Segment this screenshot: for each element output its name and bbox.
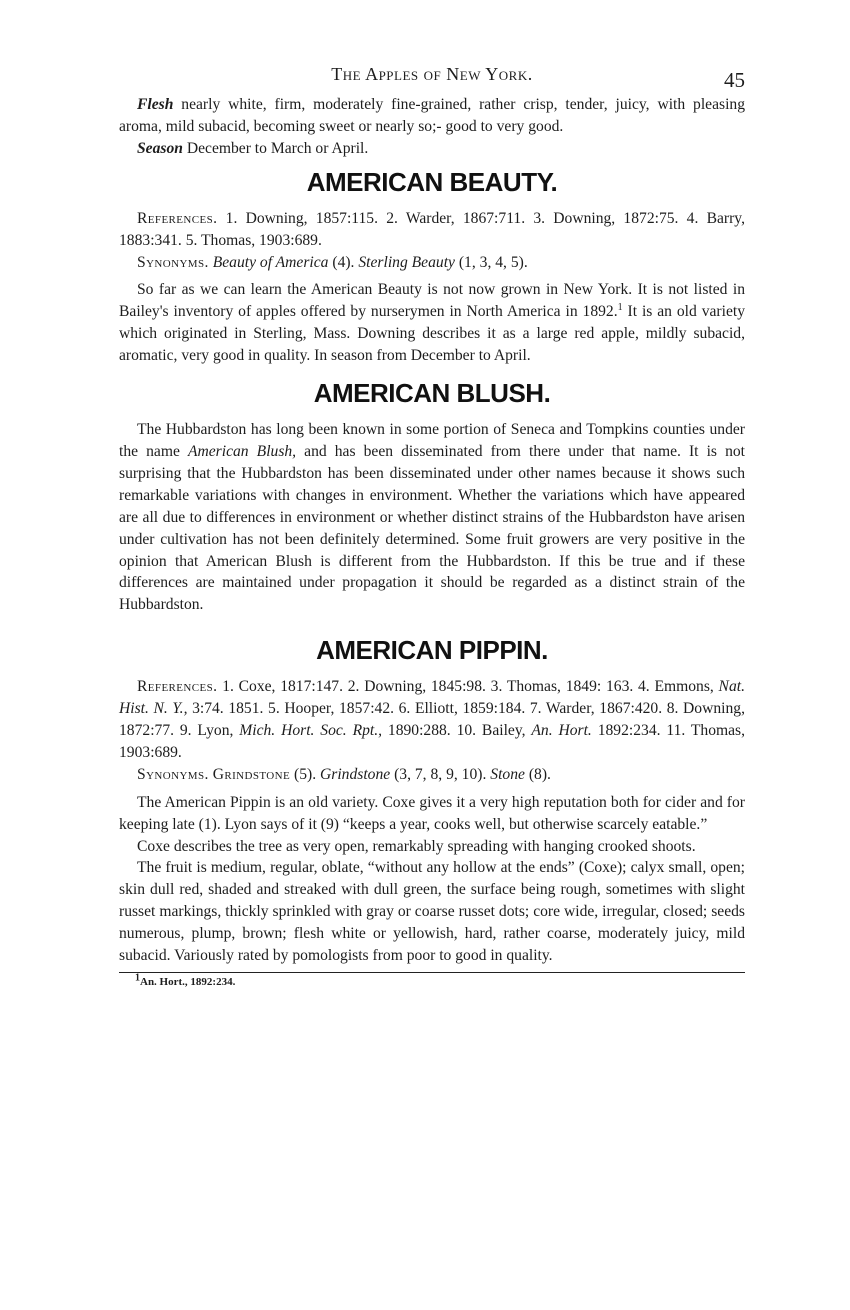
blush-body-italic: American Blush, xyxy=(187,442,297,460)
heading-american-pippin: AMERICAN PIPPIN. xyxy=(316,635,548,666)
beauty-body-part2: It is an old variety which originated in Sterling, Mass. Downing describes it as a large red apple, mildly subacid, aromatic, very good in quality. In season from December to April. xyxy=(119,303,745,365)
page-number: 45 xyxy=(724,68,745,92)
synonyms-label: Synonyms. xyxy=(137,765,209,783)
references-text: 1. Coxe, 1817:147. 2. Downing, 1845:98. 3. Thomas, 1849: 163. 4. Emmons, xyxy=(222,678,719,696)
pippin-synonyms xyxy=(119,764,745,786)
heading-american-beauty: AMERICAN BEAUTY. xyxy=(306,166,558,197)
heading-american-blush: AMERICAN BLUSH. xyxy=(313,378,551,409)
flesh-label: Flesh xyxy=(137,96,174,113)
synonym-ref: (5). xyxy=(294,765,317,783)
footnote-rule xyxy=(119,972,745,973)
book-page xyxy=(119,60,745,988)
synonym-ref: (1, 3, 4, 5). xyxy=(458,253,528,271)
footnote xyxy=(135,972,745,988)
blush-body-part1: The Hubbardston has long been known in some portion of Seneca and Tompkins counties under the name xyxy=(119,421,745,460)
footnote-text: An. Hort., 1892:234. xyxy=(140,976,236,988)
synonym-ref: (4). xyxy=(332,253,355,271)
references-label: References. xyxy=(137,678,218,696)
season-paragraph xyxy=(119,138,745,160)
pippin-paragraph-history: The American Pippin is an old variety. Coxe gives it a very high reputation both for cider and for keeping late (1). Lyon says of it (9) “keeps a year, cooks well, but otherwise scarcely eatable.” xyxy=(119,793,745,833)
references-text: 1890:288. 10. Bailey, xyxy=(382,722,532,740)
beauty-synonyms xyxy=(119,252,745,274)
synonym-name: Grindstone xyxy=(212,765,291,783)
season-text: December to March or April. xyxy=(186,139,369,157)
running-title: The Apples of New York. xyxy=(331,64,533,84)
beauty-references xyxy=(119,208,745,252)
references-italic: Mich. Hort. Soc. Rpt., xyxy=(239,722,383,740)
pippin-paragraph-fruit: The fruit is medium, regular, oblate, “without any hollow at the ends” (Coxe); calyx small, open; skin dull red, shaded and streaked with dull green, the surface being rough, sometimes with slight russet markings, thickly sprinkled with gray or coarse russet dots; core wide, irregular, closed; seeds numerous, plump, brown; flesh white or yellowish, hard, rather coarse, moderately juicy, mild subacid. Variously rated by pomologists from poor to good in quality. xyxy=(119,859,745,965)
references-text: 1892:234. 11. Thomas, 1903:689. xyxy=(119,722,746,761)
references-text: 1. Downing, 1857:115. 2. Warder, 1867:711. 3. Downing, 1872:75. 4. Barry, 1883:341. 5. Thomas, 1903:689. xyxy=(119,209,745,249)
pippin-paragraph-tree: Coxe describes the tree as very open, remarkably spreading with hanging crooked shoots. xyxy=(137,837,696,855)
synonym-ref: (3, 7, 8, 9, 10). xyxy=(394,765,487,783)
pippin-references xyxy=(119,676,745,764)
synonym-ref: (8). xyxy=(528,765,551,783)
references-italic: Nat. Hist. N. Y., xyxy=(119,678,745,718)
footnote-marker: 1 xyxy=(617,302,623,314)
flesh-text: nearly white, firm, moderately fine-grained, rather crisp, tender, juicy, with pleasing aroma, mild subacid, becoming sweet or nearly so;- good to very good. xyxy=(119,96,745,135)
beauty-body-part1: So far as we can learn the American Beauty is not now grown in New York. It is not listed in Bailey's inventory of apples offered by nurserymen in North America in 1892. xyxy=(119,281,745,321)
running-head xyxy=(119,60,745,94)
references-text: 3:74. 1851. 5. Hooper, 1857:42. 6. Elliott, 1859:184. 7. Warder, 1867:420. 8. Downing, 1872:77. 9. Lyon, xyxy=(119,700,745,740)
synonyms-label: Synonyms. xyxy=(137,253,209,271)
season-label: Season xyxy=(137,139,183,157)
synonym-name: Stone xyxy=(490,765,525,783)
synonym-name: Beauty of America xyxy=(212,253,329,271)
flesh-paragraph xyxy=(119,94,745,138)
blush-description xyxy=(119,419,745,616)
references-label: References. xyxy=(137,209,218,227)
footnote-number: 1 xyxy=(135,972,140,984)
blush-body-part2: and has been disseminated from there under that name. It is not surprising that the Hubbardston has been disseminated under other names because it shows such remarkable variations with changes in environment. Whether the variations which have appeared are all due to differences in environment or whether distinct strains of the Hubbardston have arisen under cultivation has not been definitely determined. Some fruit growers are very positive in the opinion that American Blush is different from the Hubbardston. If this be true and if these differences are maintained under propagation it should be regarded as a distinct strain of the Hubbardston. xyxy=(119,442,745,614)
beauty-description xyxy=(119,279,745,367)
page-body xyxy=(119,94,745,967)
references-italic: An. Hort. xyxy=(531,722,592,740)
synonym-name: Grindstone xyxy=(320,765,391,783)
synonym-name: Sterling Beauty xyxy=(358,253,455,271)
